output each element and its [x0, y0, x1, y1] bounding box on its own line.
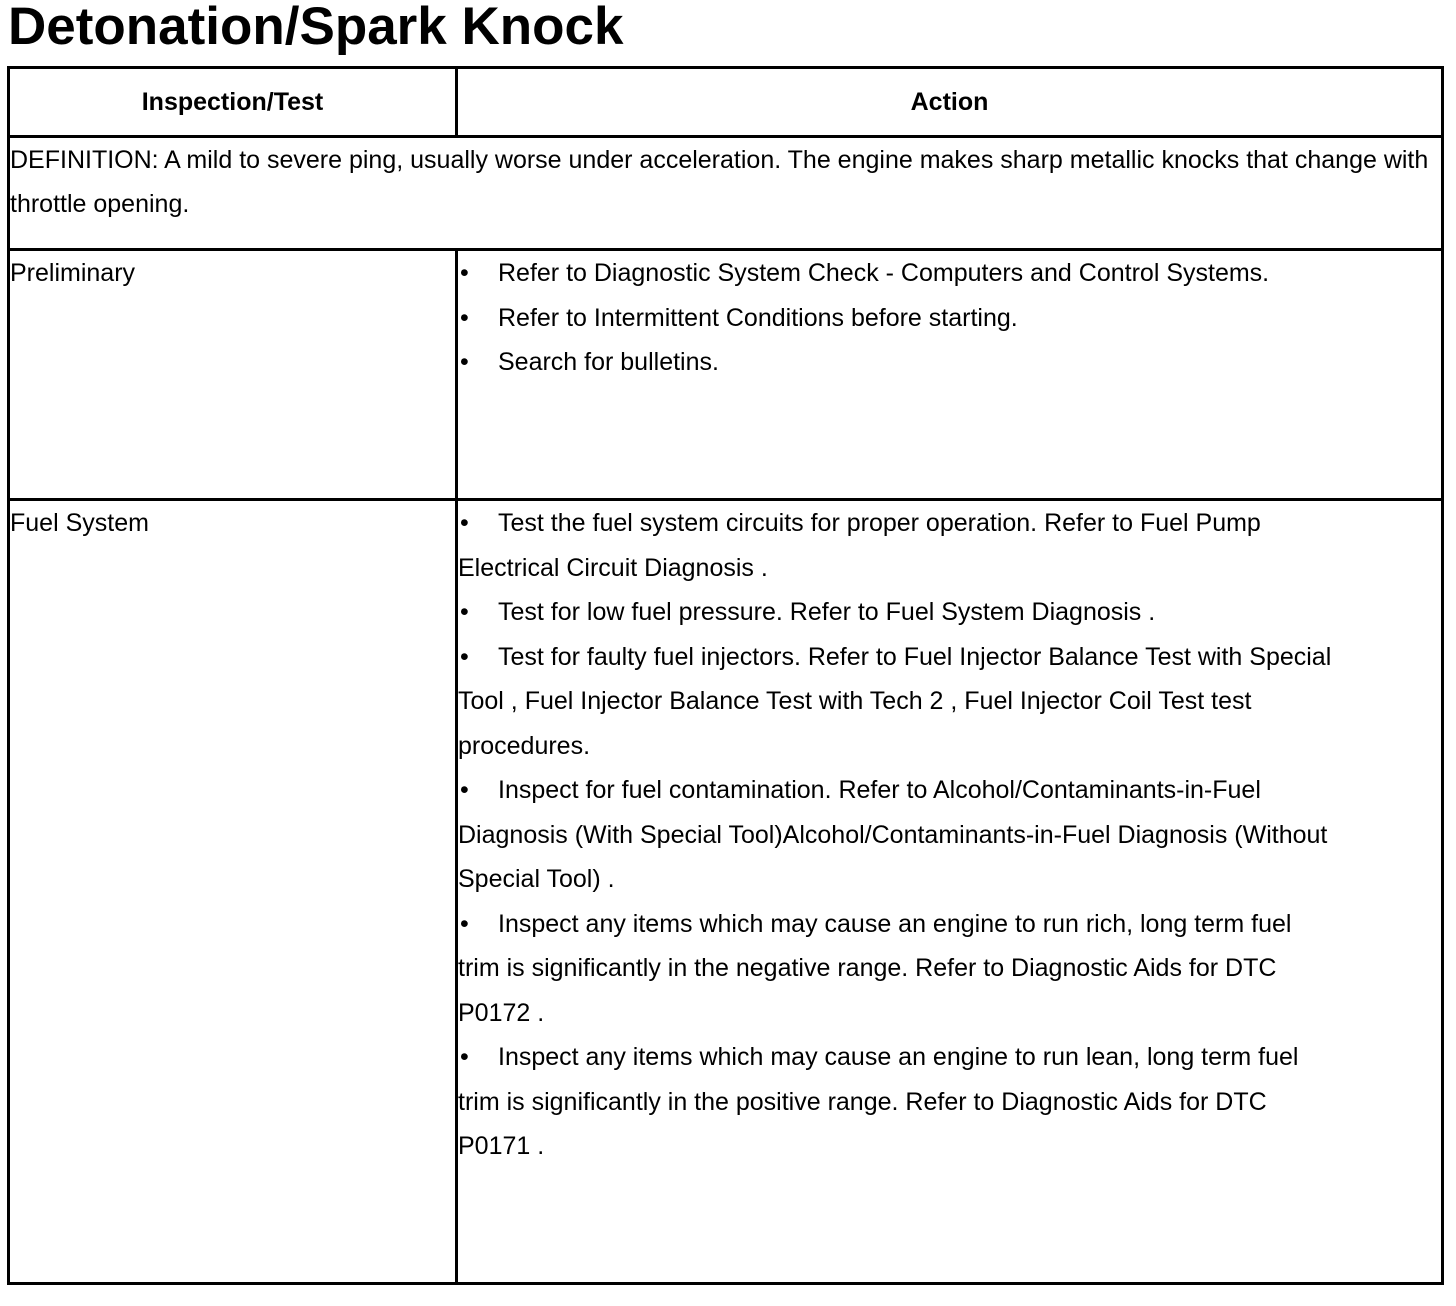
bullet-icon: •	[460, 909, 469, 938]
definition-text: DEFINITION: A mild to severe ping, usually worse under acceleration. The engine makes sharp metallic knocks that change with throttle opening.	[9, 137, 1443, 250]
action-header: Action	[457, 68, 1443, 137]
action-text: Refer to Intermittent Conditions before starting.	[498, 303, 1018, 332]
page-title: Detonation/Spark Knock	[8, 0, 624, 56]
action-text: Inspect any items which may cause an engine to run rich, long term fuel trim is significantly in the negative range. Refer to Diagnostic Aids for DTC P0172 .	[458, 909, 1292, 1027]
table-header-row	[9, 68, 1443, 137]
bullet-icon: •	[460, 776, 469, 804]
row-label-preliminary: Preliminary	[9, 250, 457, 500]
list-item	[458, 251, 1441, 296]
list-item	[458, 296, 1441, 341]
list-item	[458, 1035, 1338, 1169]
action-text: Inspect any items which may cause an engine to run lean, long term fuel trim is significantly in the positive range. Refer to Diagnostic Aids for DTC P0171 .	[458, 1043, 1299, 1160]
list-item	[458, 768, 1338, 902]
action-text: Refer to Diagnostic System Check - Computers and Control Systems.	[498, 259, 1270, 287]
action-text: Test for faulty fuel injectors. Refer to Fuel Injector Balance Test with Special Tool , Fuel Injector Balance Test with Tech 2 , Fuel Injector Coil Test test procedures.	[458, 642, 1332, 760]
diagnostic-table	[7, 66, 1444, 1285]
list-item	[458, 635, 1338, 769]
row-actions-fuel-system	[457, 500, 1443, 1284]
list-item	[458, 590, 1338, 635]
bullet-icon: •	[460, 642, 469, 671]
bullet-icon: •	[460, 598, 469, 626]
table-row	[9, 500, 1443, 1284]
action-text: Test for low fuel pressure. Refer to Fuel System Diagnosis .	[498, 598, 1156, 626]
bullet-icon: •	[460, 1043, 469, 1071]
bullet-icon: •	[460, 259, 469, 287]
action-text: Inspect for fuel contamination. Refer to Alcohol/Contaminants-in-Fuel Diagnosis (With Special Tool)Alcohol/Contaminants-in-Fuel Diagnosis (Without Special Tool) .	[458, 776, 1328, 893]
bullet-icon: •	[460, 509, 469, 537]
table-row	[9, 250, 1443, 500]
row-actions-preliminary	[457, 250, 1443, 500]
preliminary-action-list	[458, 251, 1441, 385]
action-text: Test the fuel system circuits for proper operation. Refer to Fuel Pump Electrical Circuit Diagnosis .	[458, 509, 1261, 582]
row-label-fuel-system: Fuel System	[9, 500, 457, 1284]
list-item	[458, 902, 1338, 1036]
list-item	[458, 501, 1338, 590]
bullet-icon: •	[460, 303, 469, 332]
definition-row	[9, 137, 1443, 250]
bullet-icon: •	[460, 348, 469, 376]
action-text: Search for bulletins.	[498, 348, 719, 376]
fuel-system-action-list	[458, 501, 1338, 1169]
inspection-test-header: Inspection/Test	[9, 68, 457, 137]
list-item	[458, 340, 1441, 385]
